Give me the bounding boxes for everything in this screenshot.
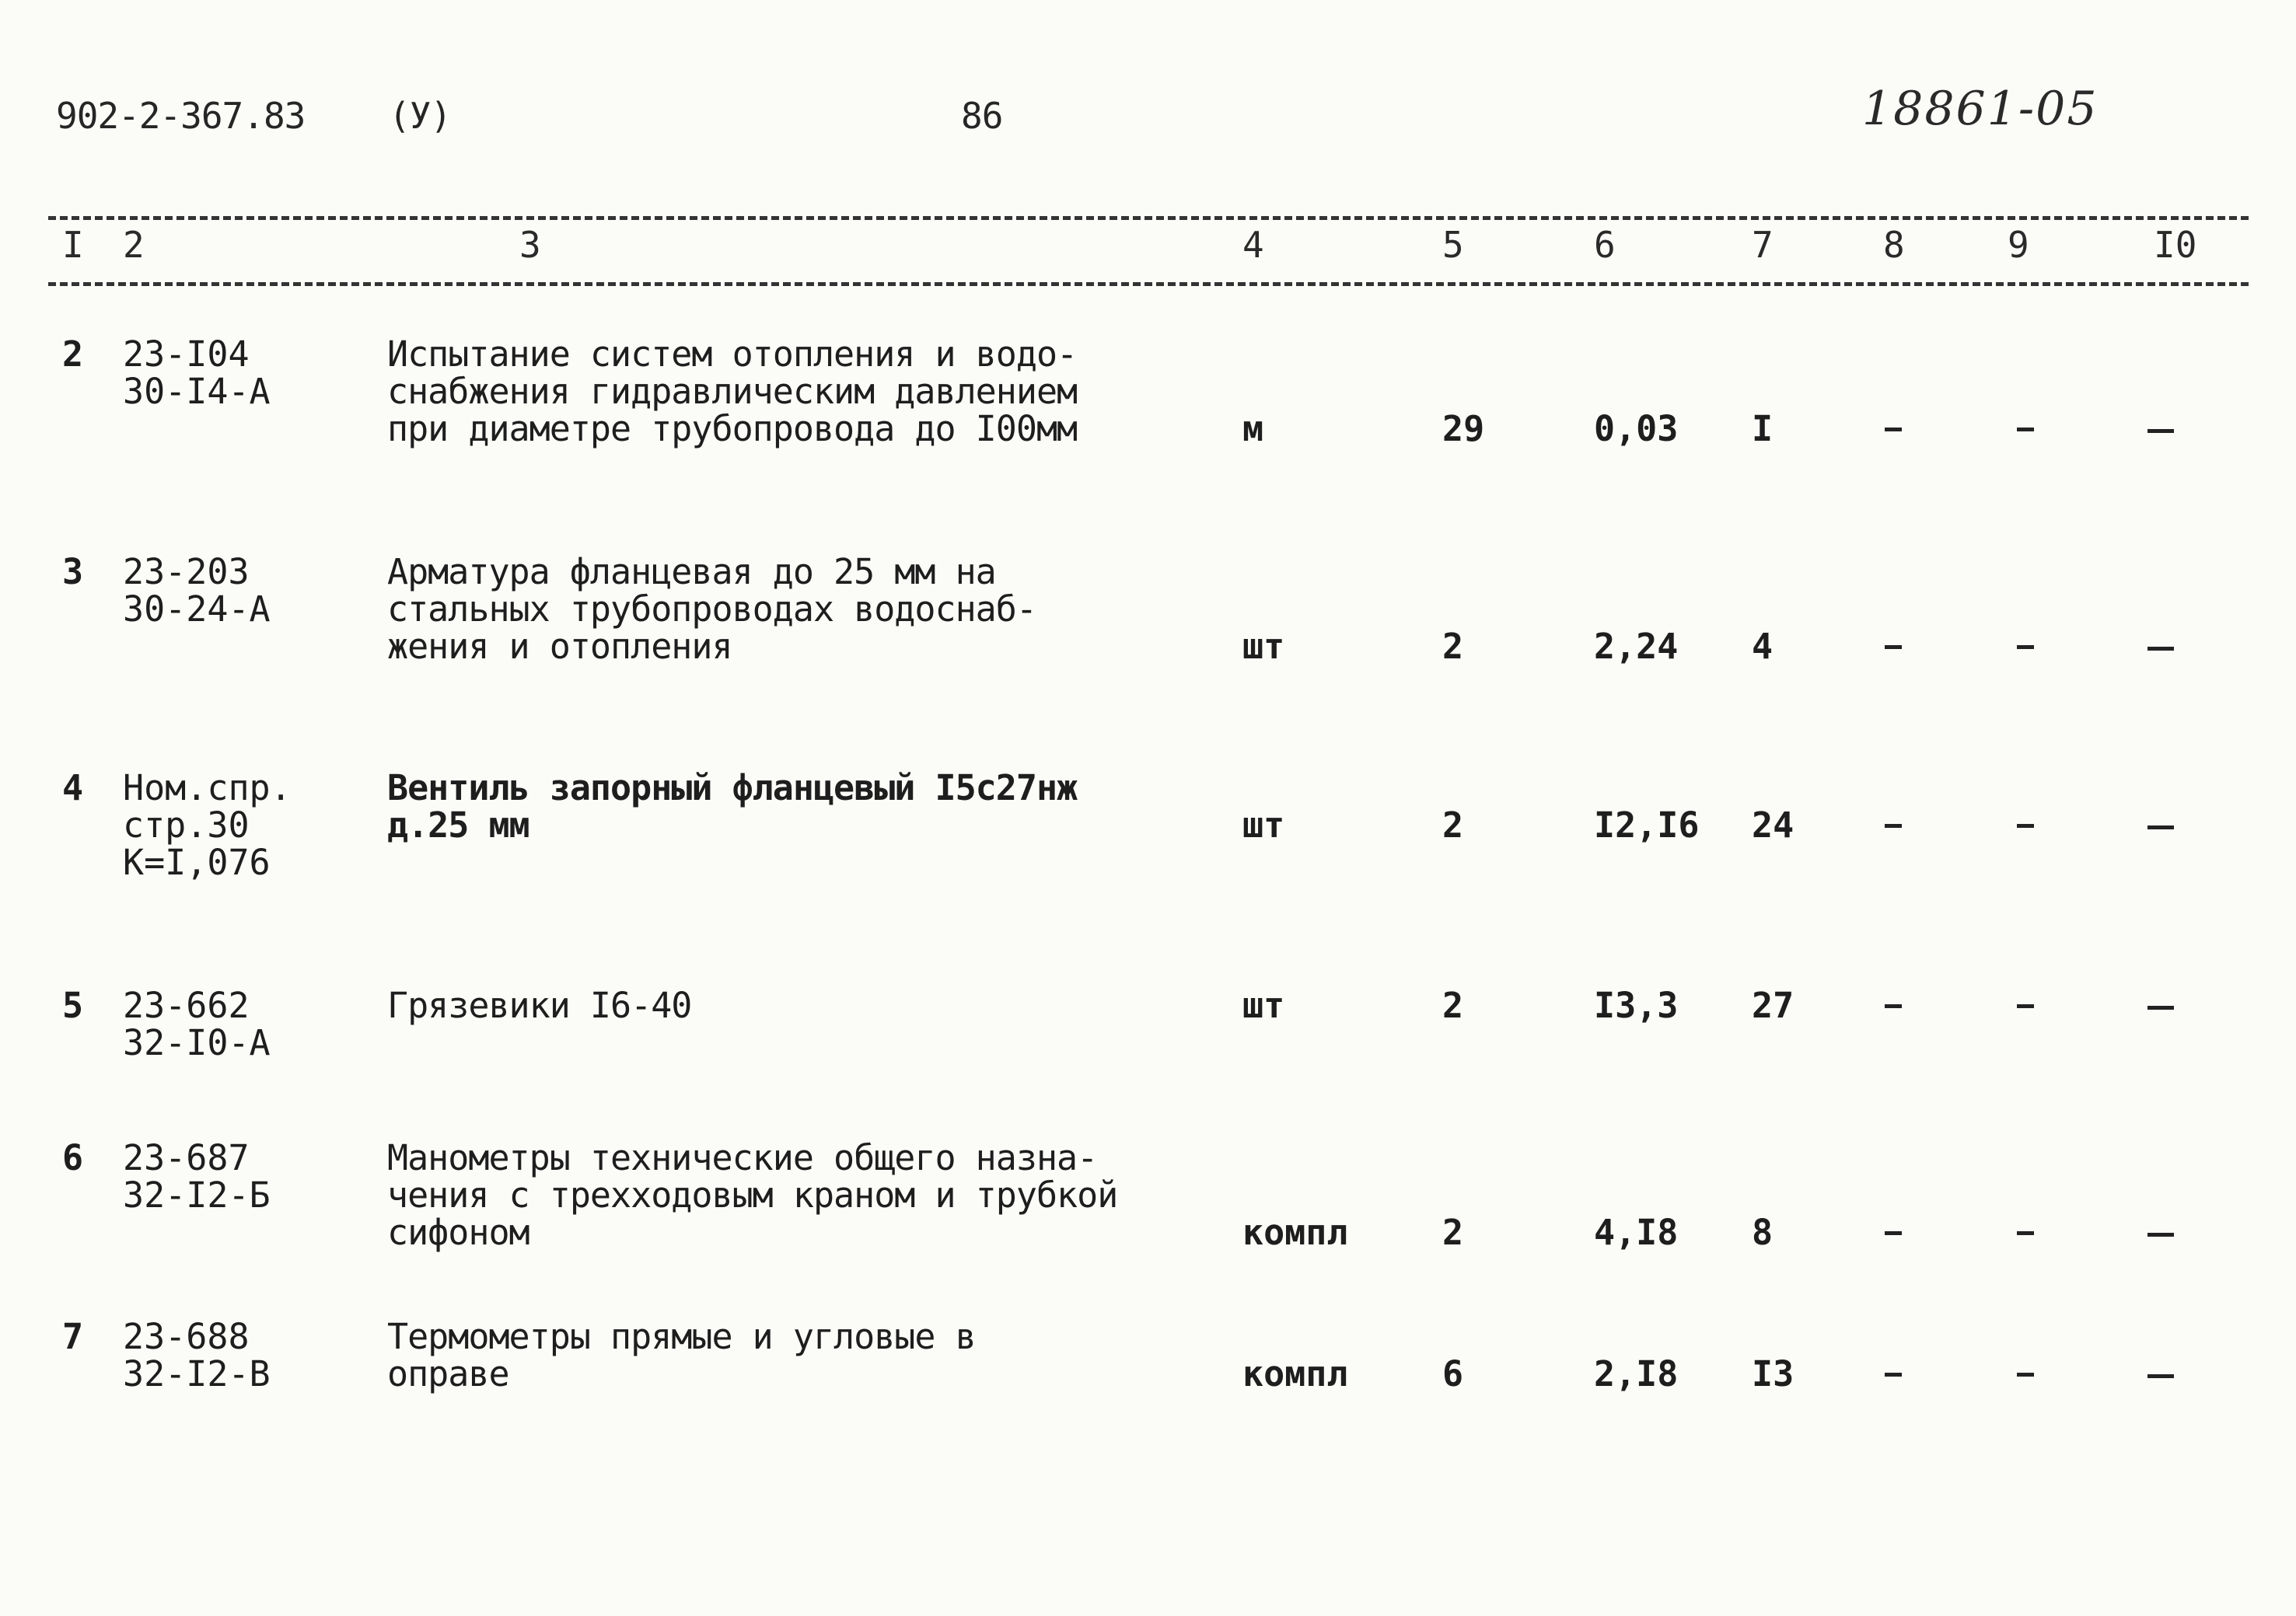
row-unit-price: 2,24 xyxy=(1594,626,1679,667)
row-col10-dash xyxy=(2147,647,2174,651)
row-description: Испытание систем отопления и водо- снабжения гидравлическим давлением при диаметре трубопровода до I00мм xyxy=(387,333,1078,449)
column-number-1: I xyxy=(62,224,84,266)
column-number-9: 9 xyxy=(2008,224,2029,266)
row-code: 23-687 32-I2-Б xyxy=(123,1137,271,1216)
row-total: 27 xyxy=(1752,985,1795,1026)
row-quantity: 2 xyxy=(1442,1212,1464,1253)
row-col9-dash xyxy=(2017,1004,2034,1008)
column-number-5: 5 xyxy=(1442,224,1464,266)
row-unit-price: 0,03 xyxy=(1594,408,1679,449)
row-col8-dash xyxy=(1885,1231,1902,1235)
header-top-rule xyxy=(48,216,2249,220)
row-unit-price: I3,3 xyxy=(1594,985,1679,1026)
row-col10-dash xyxy=(2147,825,2174,829)
row-col9-dash xyxy=(2017,645,2034,649)
row-quantity: 29 xyxy=(1442,408,1485,449)
page-number: 86 xyxy=(961,95,1003,137)
row-number: 7 xyxy=(62,1316,84,1357)
row-number: 6 xyxy=(62,1137,84,1178)
row-number: 3 xyxy=(62,551,84,592)
column-number-4: 4 xyxy=(1242,224,1264,266)
row-unit: шт xyxy=(1242,985,1285,1026)
row-col8-dash xyxy=(1885,1373,1902,1377)
row-number: 5 xyxy=(62,985,84,1026)
row-col8-dash xyxy=(1885,428,1902,431)
row-col10-dash xyxy=(2147,1233,2174,1237)
row-unit: компл xyxy=(1242,1353,1348,1394)
row-col8-dash xyxy=(1885,1004,1902,1008)
row-unit-price: 2,I8 xyxy=(1594,1353,1679,1394)
header-bottom-rule xyxy=(48,282,2249,286)
row-number: 4 xyxy=(62,767,84,808)
row-col8-dash xyxy=(1885,645,1902,649)
doc-suffix: (У) xyxy=(389,95,452,137)
row-description: Термометры прямые и угловые в оправе xyxy=(387,1316,976,1394)
row-quantity: 2 xyxy=(1442,805,1464,846)
row-quantity: 6 xyxy=(1442,1353,1464,1394)
column-number-7: 7 xyxy=(1752,224,1774,266)
row-col10-dash xyxy=(2147,1374,2174,1378)
row-total: 24 xyxy=(1752,805,1795,846)
row-description: Арматура фланцевая до 25 мм на стальных трубопроводах водоснаб- жения и отопления xyxy=(387,551,1036,667)
row-code: 23-688 32-I2-В xyxy=(123,1316,271,1394)
doc-number: 902-2-367.83 xyxy=(56,95,306,137)
row-total: 8 xyxy=(1752,1212,1774,1253)
column-number-10: I0 xyxy=(2154,224,2197,266)
column-number-6: 6 xyxy=(1594,224,1616,266)
row-total: I xyxy=(1752,408,1774,449)
row-col9-dash xyxy=(2017,824,2034,828)
row-quantity: 2 xyxy=(1442,985,1464,1026)
row-col10-dash xyxy=(2147,429,2174,433)
row-unit: компл xyxy=(1242,1212,1348,1253)
column-number-2: 2 xyxy=(123,224,145,266)
column-number-8: 8 xyxy=(1883,224,1905,266)
row-description: Грязевики I6-40 xyxy=(387,985,692,1026)
row-unit-price: 4,I8 xyxy=(1594,1212,1679,1253)
row-description: Вентиль запорный фланцевый I5с27нж д.25 мм xyxy=(387,767,1078,846)
row-unit: шт xyxy=(1242,805,1285,846)
row-unit: м xyxy=(1242,408,1264,449)
row-col8-dash xyxy=(1885,824,1902,828)
handwritten-number: 18861-05 xyxy=(1862,82,2099,136)
row-unit: шт xyxy=(1242,626,1285,667)
row-col9-dash xyxy=(2017,1231,2034,1235)
row-total: 4 xyxy=(1752,626,1774,667)
row-col9-dash xyxy=(2017,428,2034,431)
row-number: 2 xyxy=(62,333,84,375)
row-unit-price: I2,I6 xyxy=(1594,805,1700,846)
row-quantity: 2 xyxy=(1442,626,1464,667)
row-code: Ном.спр. стр.30 К=I,076 xyxy=(123,767,292,883)
row-total: I3 xyxy=(1752,1353,1795,1394)
row-code: 23-I04 30-I4-A xyxy=(123,333,271,412)
column-number-3: 3 xyxy=(519,224,541,266)
row-col10-dash xyxy=(2147,1006,2174,1010)
row-col9-dash xyxy=(2017,1373,2034,1377)
row-description: Манометры технические общего назна- чения с трехходовым краном и трубкой сифоном xyxy=(387,1137,1118,1253)
row-code: 23-203 30-24-A xyxy=(123,551,271,630)
row-code: 23-662 32-I0-A xyxy=(123,985,271,1063)
